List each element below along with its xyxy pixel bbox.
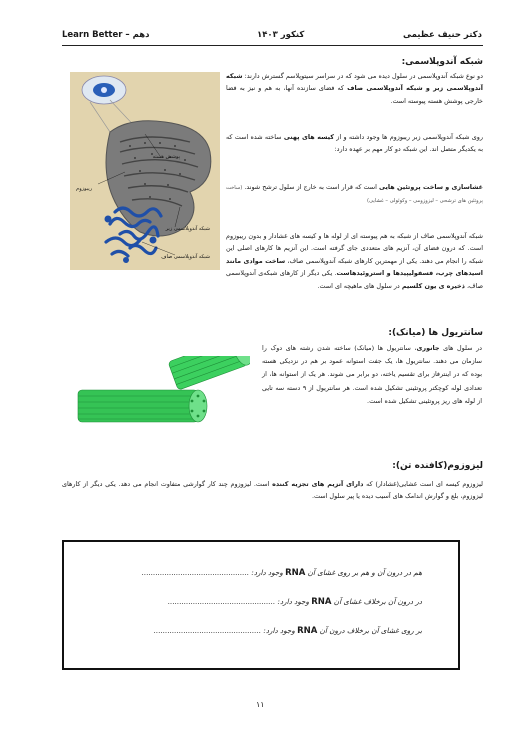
section-title-centriole: سانتریول ها (میانک):: [388, 328, 483, 338]
question-line-3: بر روی غشای آن برخلاف درون آن RNA وجود دارد: ...............................................: [153, 626, 422, 636]
label-rough-er: شبکه آندوپلاسمی زبر: [165, 226, 210, 232]
centriole-paragraph: در سلول های جانوری، سانتریول ها (میانک) ساخته شدن رشته های دوک را سازمان می دهند. سانتریول ها، یک جفت استوانه عمود بر هم در نزدیکی هسته بوده که در اینترفاز برای تقسیم یاخته، دو برابر می شوند. هر یک از استوانه ها، از تعدادی لوله کوچکتر پروتئینی تشکیل شده است. هر سانتریول از ۹ دسته سه تایی از لوله های ریز پروتئینی تشکیل شده است.: [262, 344, 483, 405]
header-series: Learn Better – دهم: [62, 30, 150, 40]
header-author: دکتر حنیف عظیمی: [402, 30, 482, 40]
centriole-figure: [70, 356, 250, 434]
section-title-er: شبکه آندوپلاسمی:: [401, 57, 483, 67]
er-paragraph-2: روی شبکه آندوپلاسمی زبر ریبوزوم ها وجود داشته و از کیسه های پهنی ساخته شده است که به یکدیگر متصل اند. این شبکه دو کار مهم بر عهده دارد:: [226, 133, 483, 154]
er-paragraph-1: دو نوع شبکه آندوپلاسمی در سلول دیده می شود که در سراسر سیتوپلاسم گسترش دارند: شبکه آندوپلاسمی زبر و شبکه آندوپلاسمی صاف که فضای سازنده آنها، به هم و نیز به فضا خارجی پوشش هسته پیوسته است.: [226, 72, 484, 105]
question-line-1: هم در درون آن و هم بر روی غشای آن RNA وجود دارد: ...............................................: [141, 568, 422, 578]
section-title-lysosome: لیزوزوم(کافنده تن):: [392, 461, 483, 471]
header-exam: کنکور ۱۴۰۳: [257, 30, 305, 40]
er-paragraph-3: غشاسازی و ساخت پروتئین هایی است که قرار است به خارج از سلول ترشح شوند. (ساخت پروتئین های ترشحی – لیزوزومی – وکوئولی – غشایی): [226, 183, 483, 205]
label-nuclear-envelope: پوشش هسته: [152, 154, 180, 160]
question-line-2: در درون آن برخلاف غشای آن RNA وجود دارد: ...............................................: [167, 597, 422, 607]
label-smooth-er: شبکه آندوپلاسمی صاف: [161, 254, 210, 260]
page-header: [62, 30, 482, 44]
page-number: ۱۱: [256, 700, 265, 709]
lysosome-paragraph: لیزوزوم کیسه ای است غشایی(غشادار) که دارای آنزیم های تجزیه کننده است. لیزوزوم چند کار گوارشی متفاوت انجام می دهد. یکی دیگر از کارهای لیزوزوم، بلع و گوارش اندامک های آسیب دیده یا پیر سلول است.: [62, 480, 483, 501]
label-ribosome: ریبوزوم: [76, 186, 92, 192]
question-box: [62, 540, 460, 670]
header-divider: [62, 45, 483, 46]
er-paragraph-4: شبکه آندوپلاسمی صاف از شبکه به هم پیوسته ای از لوله ها و کیسه های غشادار و بدون ریبوزوم است. که درون فضای آن، آنزیم های متعددی جای گرفته است. این آنزیم ها کارهای اصلی این شبکه را انجام می دهند. یکی از مهمترین کارهای شبکه آندوپلاسمی صاف، ساخت مواد‌ی مانند اسیدهای چرب، فسفولیپیدها و استروئیدهاست. یکی دیگر از کارهای شبکه‌ی آندوپلاسمی صاف، ذخیره ی یون کلسیم در سلول های ماهیچه ای است.: [226, 232, 484, 290]
